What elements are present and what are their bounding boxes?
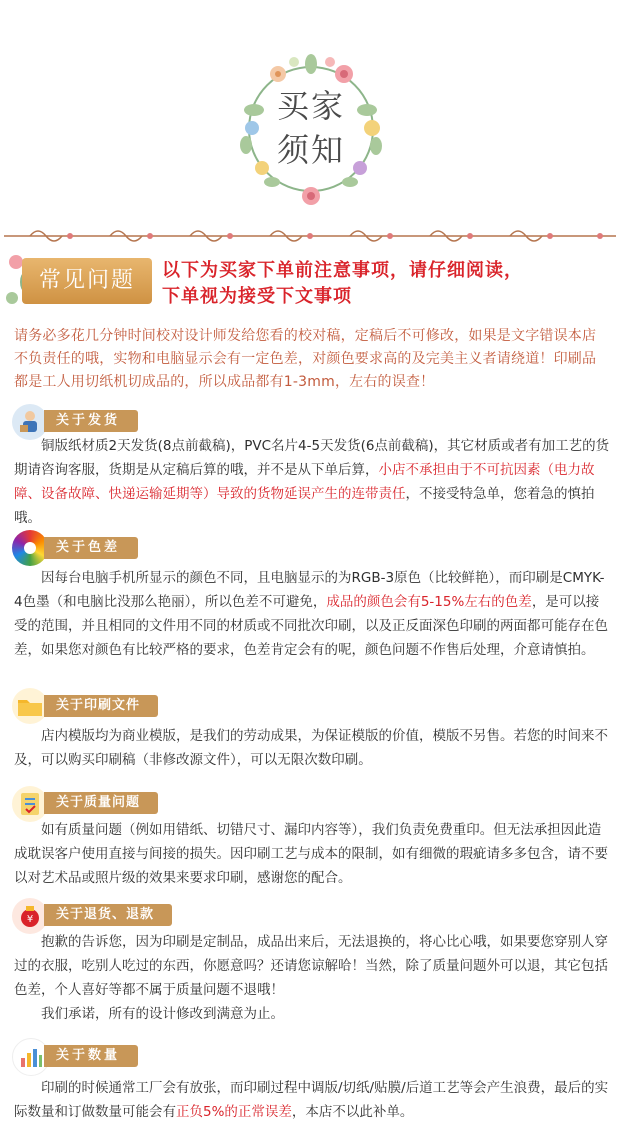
quantity-paragraph: [14, 1076, 610, 1124]
color-difference-text: 因每台电脑手机所显示的颜色不同，且电脑显示的为RGB-3原色（比较鲜艳），而印刷是CMYK-4色墨（和电脑比没那么艳丽），所以色差不可避免，: [14, 570, 605, 610]
title-line-2: 须知: [276, 131, 345, 169]
title-line-1: 买家: [276, 87, 345, 125]
color-difference-paragraph: [14, 566, 610, 662]
quantity-text-end: ，本店不以此补单。: [291, 1104, 414, 1120]
document-check-icon: [12, 786, 48, 822]
intro-notice: 请务必多花几分钟时间校对设计师发给您看的校对稿，定稿后不可修改，如果是文字错误本店不负责任的哦，实物和电脑显示会有一定色差，对颜色要求高的及完美主义者请绕道！印刷品都是工人用切纸机切成品的，所以成品都有1-3mm，左右的误查！: [14, 328, 597, 390]
faq-headline: [162, 258, 612, 310]
section-title-quality: 关于质量问题: [44, 792, 158, 814]
quality-paragraph: 如有质量问题（例如用错纸、切错尺寸、漏印内容等），我们负责免费重印。但无法承担因此造成耽误客户使用直接与间接的损失。因印刷工艺与成本的限制，如有细微的瑕疵请多多包含，请不要以对艺术品或照片级的效果来要求印刷，感谢您的配合。: [14, 822, 608, 886]
shipping-paragraph: [14, 434, 610, 530]
page-title: [232, 84, 390, 172]
quantity-tolerance: 正负5%的正常误差: [176, 1104, 292, 1120]
color-difference-range: 成品的颜色会有5-15%左右的色差: [326, 594, 532, 610]
faq-headline-line-2: 下单视为接受下文事项: [162, 286, 352, 307]
folder-icon: [12, 688, 48, 724]
faq-headline-line-1: 以下为买家下单前注意事项，请仔细阅读，: [162, 260, 523, 281]
returns-paragraph: 抱歉的告诉您，因为印刷是定制品，成品出来后，无法退换的，将心比心哦，如果要您穿别人穿过的衣服，吃别人吃过的东西，你愿意吗？还请您谅解哈！当然，除了质量问题外可以退，其它包括色差，个人喜好等都不属于质量问题不退哦！: [14, 934, 608, 998]
faq-badge-label: 常见问题: [22, 258, 152, 304]
section-title-returns: 关于退货、退款: [44, 904, 172, 926]
quantity-text: 印刷的时候通常工厂会有放张，而印刷过程中调版/切纸/贴膜/后道工艺等会产生浪费，最后的实际数量和订做数量可能会有: [14, 1080, 609, 1120]
design-promise: 我们承诺，所有的设计修改到满意为止。: [41, 1006, 284, 1022]
shipping-liability-note: 小店不承担由于不可抗因素（电力故障、设备故障、快递运输延期等）导致的货物延误产生的连带责任: [14, 462, 595, 502]
section-title-shipping: 关于发货: [44, 410, 138, 432]
print-files-paragraph: 店内模版均为商业模版，是我们的劳动成果，为保证模版的价值，模版不另售。若您的时间来不及，可以购买印刷稿（非修改源文件），可以无限次数印刷。: [14, 728, 608, 768]
section-title-color-difference: 关于色差: [44, 537, 138, 559]
section-title-quantity: 关于数量: [44, 1045, 138, 1067]
money-bag-icon: [12, 898, 48, 934]
color-wheel-icon: [12, 530, 48, 566]
section-title-print-files: 关于印刷文件: [44, 695, 158, 717]
shipping-text: 铜版纸材质2天发货(8点前截稿)，PVC名片4-5天发货(6点前截稿)，其它材质或者有加工艺的货期请咨询客服，货期是从定稿后算的哦，并不是从下单后算，: [14, 438, 610, 478]
color-difference-text-end: ，是可以接受的范围，并且相同的文件用不同的材质或不同批次印刷，以及正反面深色印刷的两面都可能存在色差，如果您对颜色有比较严格的要求，色差肯定会有的呢，颜色问题不作售后处理，介意请慎拍。: [14, 594, 608, 658]
svg-text:¥: ¥: [26, 914, 34, 925]
ornamental-divider: [0, 222, 620, 250]
shipping-text-end: ，不接受特急单，您着急的慎拍哦。: [14, 486, 595, 526]
